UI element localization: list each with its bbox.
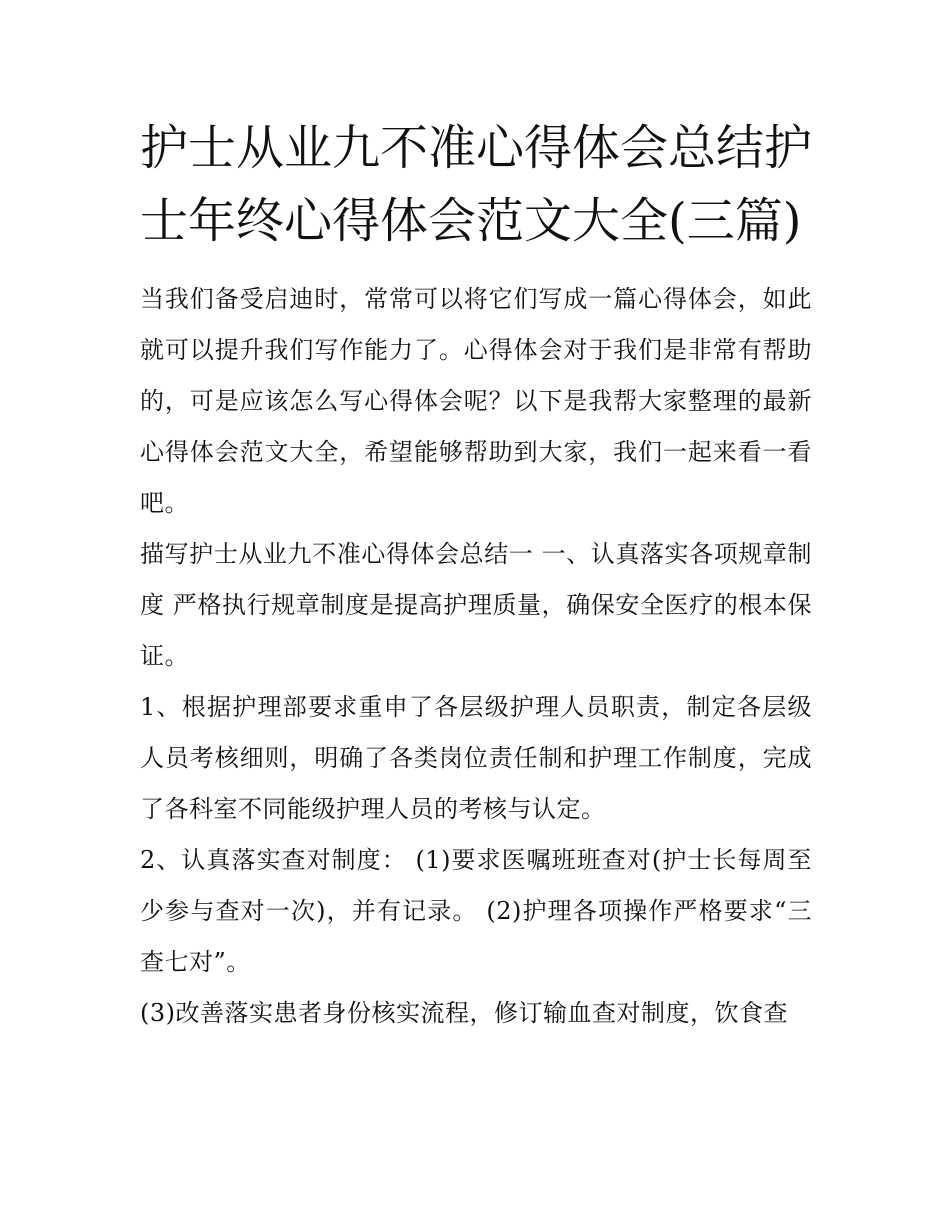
document-body <box>140 274 812 1039</box>
document-title: 护士从业九不准心得体会总结护士年终心得体会范文大全(三篇) <box>140 120 813 249</box>
paragraph-item-2: 2、认真落实查对制度： (1)要求医嘱班班查对(护士长每周至少参与查对一次)，并有记录。 (2)护理各项操作严格要求“三查七对”。 <box>140 846 812 976</box>
document-page <box>140 112 812 1039</box>
paragraph-item-3: (3)改善落实患者身份核实流程，修订输血查对制度，饮食查 <box>140 999 788 1027</box>
paragraph-intro: 当我们备受启迪时，常常可以将它们写成一篇心得体会，如此就可以提升我们写作能力了。心得体会对于我们是非常有帮助的，可是应该怎么写心得体会呢？以下是我帮大家整理的最新心得体会范文大全，希望能够帮助到大家，我们一起来看一看吧。 <box>140 285 812 517</box>
paragraph-section-one: 描写护士从业九不准心得体会总结一 一、认真落实各项规章制度 严格执行规章制度是提高护理质量，确保安全医疗的根本保证。 <box>140 540 812 670</box>
paragraph-item-1: 1、根据护理部要求重申了各层级护理人员职责，制定各层级人员考核细则，明确了各类岗位责任制和护理工作制度，完成了各科室不同能级护理人员的考核与认定。 <box>140 693 812 823</box>
